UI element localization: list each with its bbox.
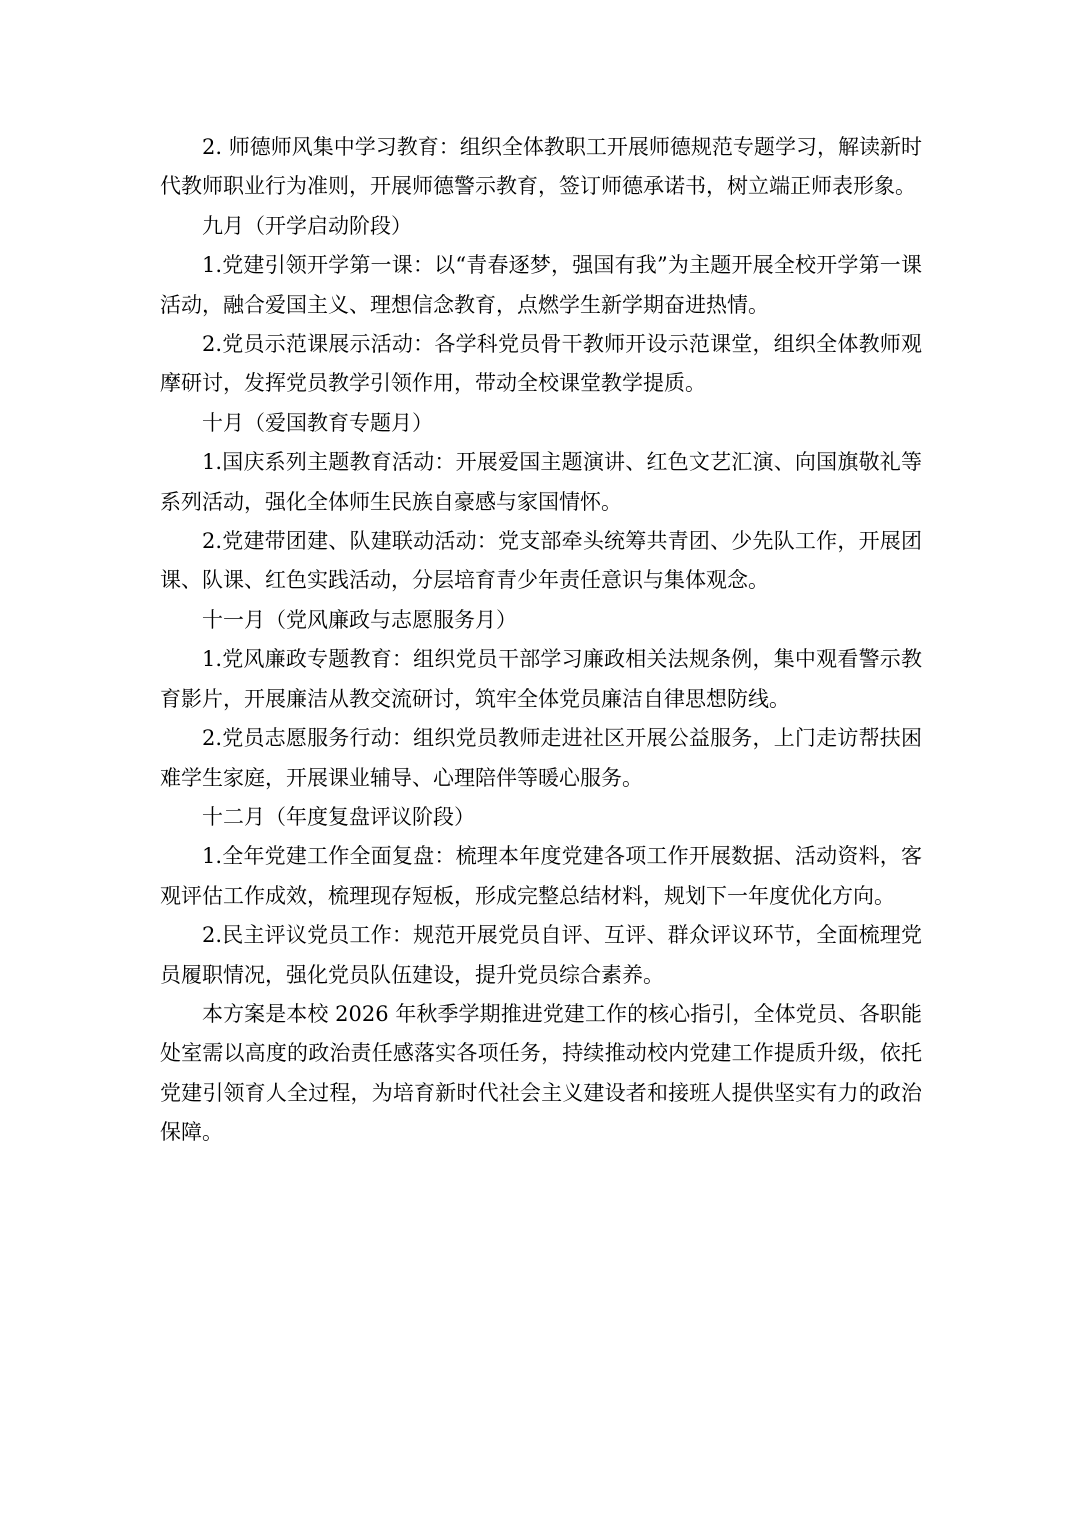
paragraph-teacher-ethics-study: 2. 师德师风集中学习教育：组织全体教职工开展师德规范专题学习，解读新时代教师职业行为准则，开展师德警示教育，签订师德承诺书，树立端正师表形象。	[160, 135, 922, 199]
paragraph-demo-class: 2.党员示范课展示活动：各学科党员骨干教师开设示范课堂，组织全体教师观摩研讨，发挥党员教学引领作用，带动全校课堂教学提质。	[160, 332, 922, 396]
paragraph-league-linkage: 2.党建带团建、队建联动活动：党支部牵头统筹共青团、少先队工作，开展团课、队课、红色实践活动，分层培育青少年责任意识与集体观念。	[160, 529, 922, 593]
paragraph-democratic-evaluation: 2.民主评议党员工作：规范开展党员自评、互评、群众评议环节，全面梳理党员履职情况，强化党员队伍建设，提升党员综合素养。	[160, 923, 922, 987]
paragraph-volunteer-service: 2.党员志愿服务行动：组织党员教师走进社区开展公益服务，上门走访帮扶困难学生家庭，开展课业辅导、心理陪伴等暖心服务。	[160, 726, 922, 790]
document-body	[160, 128, 922, 1153]
section-heading-november: 十一月（党风廉政与志愿服务月）	[202, 607, 517, 632]
paragraph-integrity-education: 1.党风廉政专题教育：组织党员干部学习廉政相关法规条例，集中观看警示教育影片，开展廉洁从教交流研讨，筑牢全体党员廉洁自律思想防线。	[160, 647, 922, 711]
section-heading-december: 十二月（年度复盘评议阶段）	[202, 804, 475, 829]
paragraph-first-lesson: 1.党建引领开学第一课：以“青春逐梦，强国有我”为主题开展全校开学第一课活动，融合爱国主义、理想信念教育，点燃学生新学期奋进热情。	[160, 253, 922, 317]
paragraph-annual-review: 1.全年党建工作全面复盘：梳理本年度党建各项工作开展数据、活动资料，客观评估工作成效，梳理现存短板，形成完整总结材料，规划下一年度优化方向。	[160, 844, 922, 908]
paragraph-national-day: 1.国庆系列主题教育活动：开展爱国主题演讲、红色文艺汇演、向国旗敬礼等系列活动，强化全体师生民族自豪感与家国情怀。	[160, 450, 922, 514]
section-heading-september: 九月（开学启动阶段）	[202, 213, 412, 238]
paragraph-conclusion: 本方案是本校 2026 年秋季学期推进党建工作的核心指引，全体党员、各职能处室需以高度的政治责任感落实各项任务，持续推动校内党建工作提质升级，依托党建引领育人全过程，为培育新时代社会主义建设者和接班人提供坚实有力的政治保障。	[160, 1001, 922, 1145]
section-heading-october: 十月（爱国教育专题月）	[202, 410, 433, 435]
